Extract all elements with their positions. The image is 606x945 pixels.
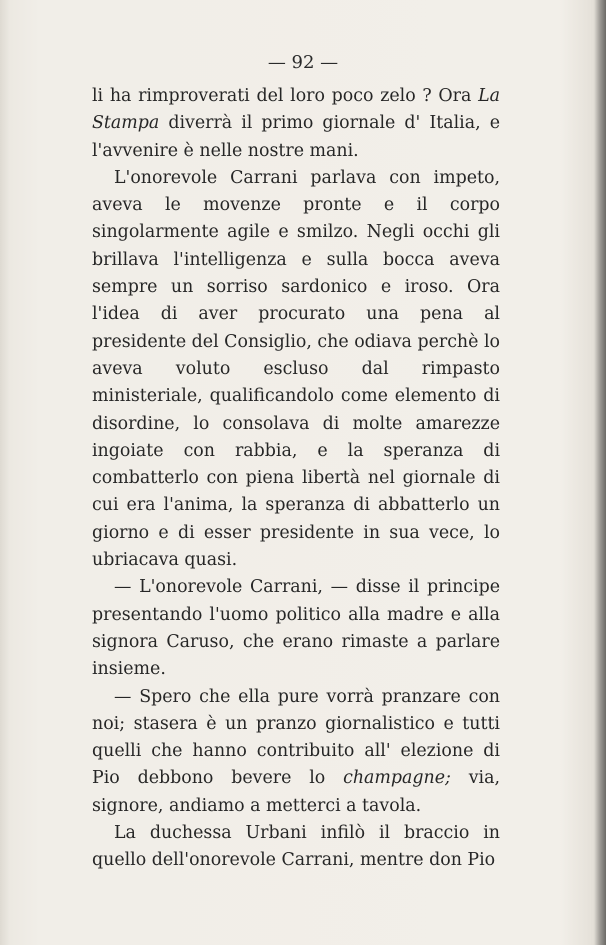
book-spine-shadow [594, 0, 606, 945]
italic-title: La Stampa [92, 86, 500, 134]
text-span: — Spero che ella pure vorrà pranzare con noi; stasera è un pranzo giornalistico e tutti quelli che hanno contribuito all' elezione di Pio debbono bevere lo [92, 686, 500, 789]
text-span: L'onorevole Carrani parlava con impeto, aveva le movenze pronte e il corpo singolarmente agile e smilzo. Negli occhi gli brillava l'intelligenza e sulla bocca aveva sempre un sorriso sardonico e iroso. Ora l'idea di aver procurato una pena al presidente del Consiglio, che odiava perchè lo aveva voluto escluso dal rimpasto ministeriale, qualificandolo come elemento di disordine, lo consolava di molte amarezze ingoiate con rabbia, e la speranza di combatterlo con piena libertà nel giornale di cui era l'anima, la speranza di abbatterlo un giorno e di esser presidente in sua vece, lo ubriacava quasi. [92, 167, 500, 571]
paragraph [92, 83, 500, 165]
text-span: via, signore, andiamo a metterci a tavola. [92, 768, 500, 816]
paragraph [92, 574, 500, 683]
text-span: diverrà il primo giornale d' Italia, e l'avvenire è nelle nostre mani. [92, 113, 500, 161]
paragraph [92, 820, 500, 875]
text-span: li ha rimproverati del loro poco zelo ? Ora [92, 86, 479, 106]
text-span: La duchessa Urbani infilò il braccio in quello dell'onorevole Carrani, mentre don Pio [92, 823, 500, 871]
paragraph [92, 684, 500, 820]
italic-word: champagne; [343, 768, 451, 789]
paragraph [92, 165, 500, 574]
body-text [92, 83, 500, 875]
text-span: — L'onorevole Carrani, — disse il principe presentando l'uomo politico alla madre e alla signora Caruso, che erano rimaste a parlare insieme. [92, 577, 500, 680]
page-number: — 92 — [267, 52, 339, 73]
